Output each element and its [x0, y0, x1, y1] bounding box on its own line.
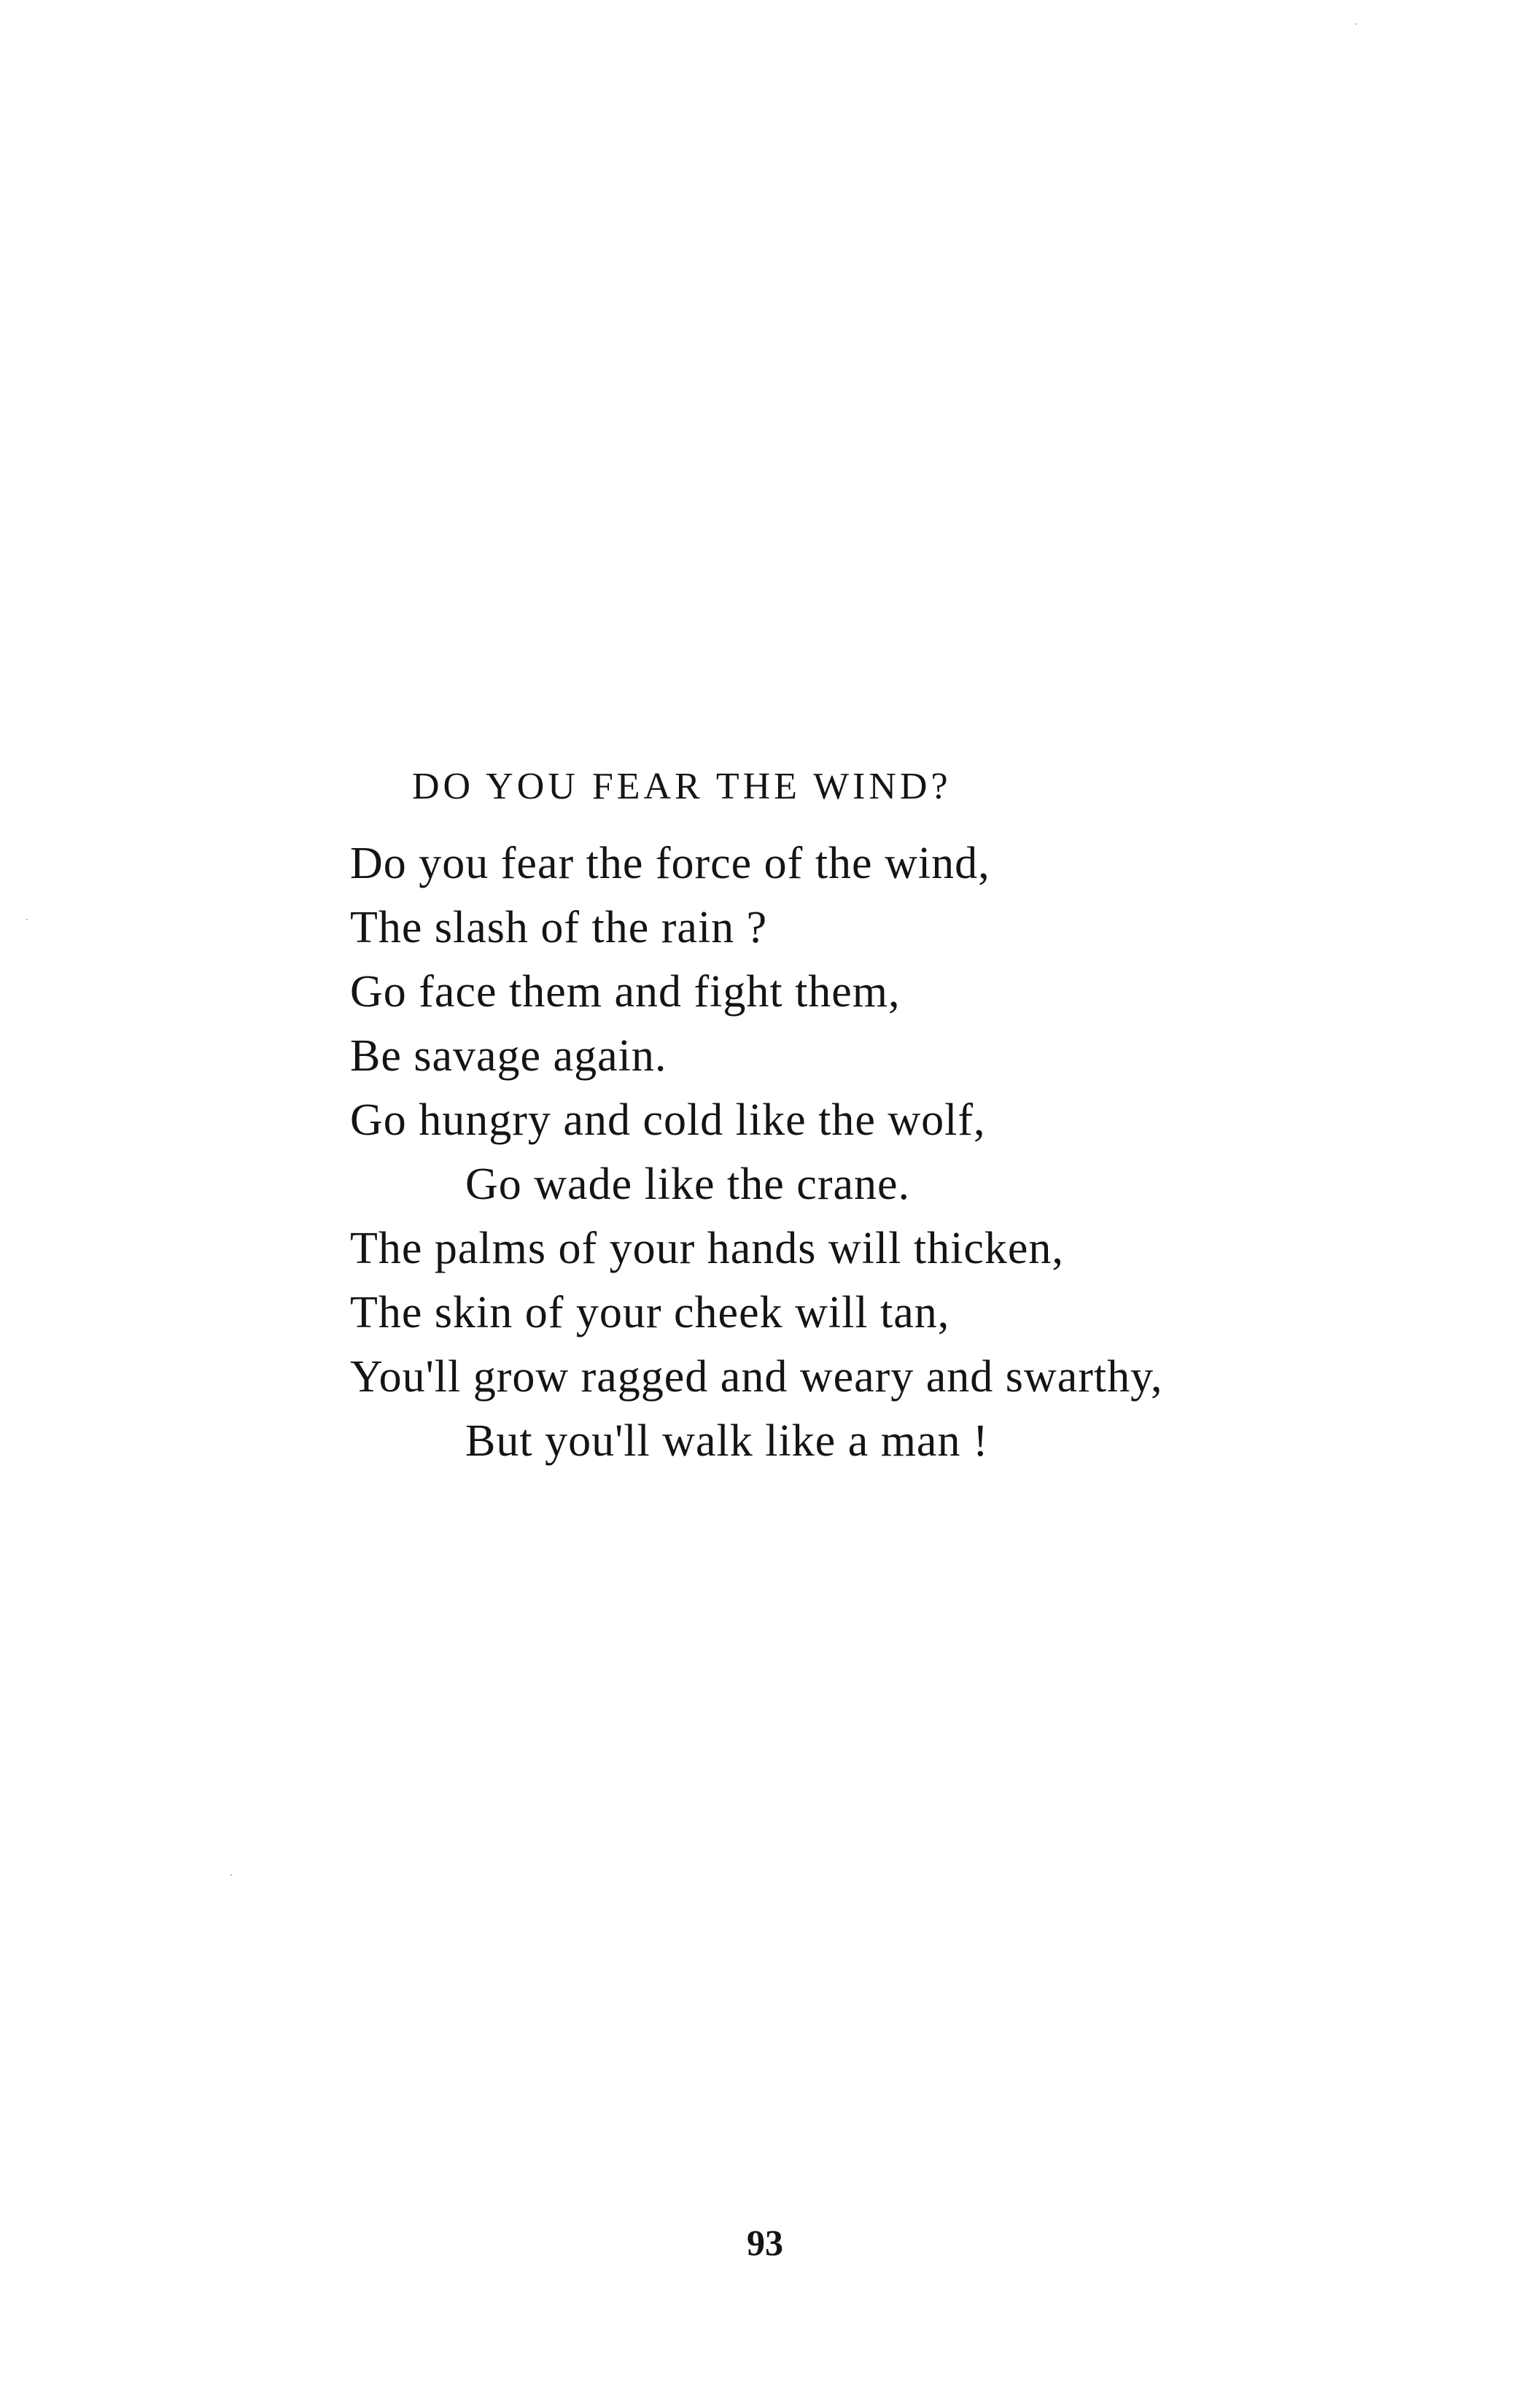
poem-line: The slash of the rain ? — [350, 903, 768, 952]
page-number: 93 — [747, 2222, 783, 2263]
poem-line: Be savage again. — [350, 1031, 667, 1081]
poem-line-indented: Go wade like the crane. — [465, 1160, 911, 1209]
poem-line: The skin of your cheek will tan, — [350, 1288, 950, 1337]
poem-line: Do you fear the force of the wind, — [350, 839, 990, 888]
poem-line: You'll grow ragged and weary and swarthy, — [350, 1352, 1163, 1402]
poem-line: Go hungry and cold like the wolf, — [350, 1095, 986, 1145]
poem-line: The palms of your hands will thicken, — [350, 1224, 1064, 1273]
paper-speck — [230, 1874, 232, 1876]
poem-title: DO YOU FEAR THE WIND? — [412, 766, 952, 808]
paper-speck — [1355, 23, 1356, 25]
poem-line-indented: But you'll walk like a man ! — [465, 1416, 989, 1466]
paper-speck — [26, 919, 28, 920]
poem-body — [350, 831, 1163, 1473]
poem-line: Go face them and fight them, — [350, 967, 901, 1017]
